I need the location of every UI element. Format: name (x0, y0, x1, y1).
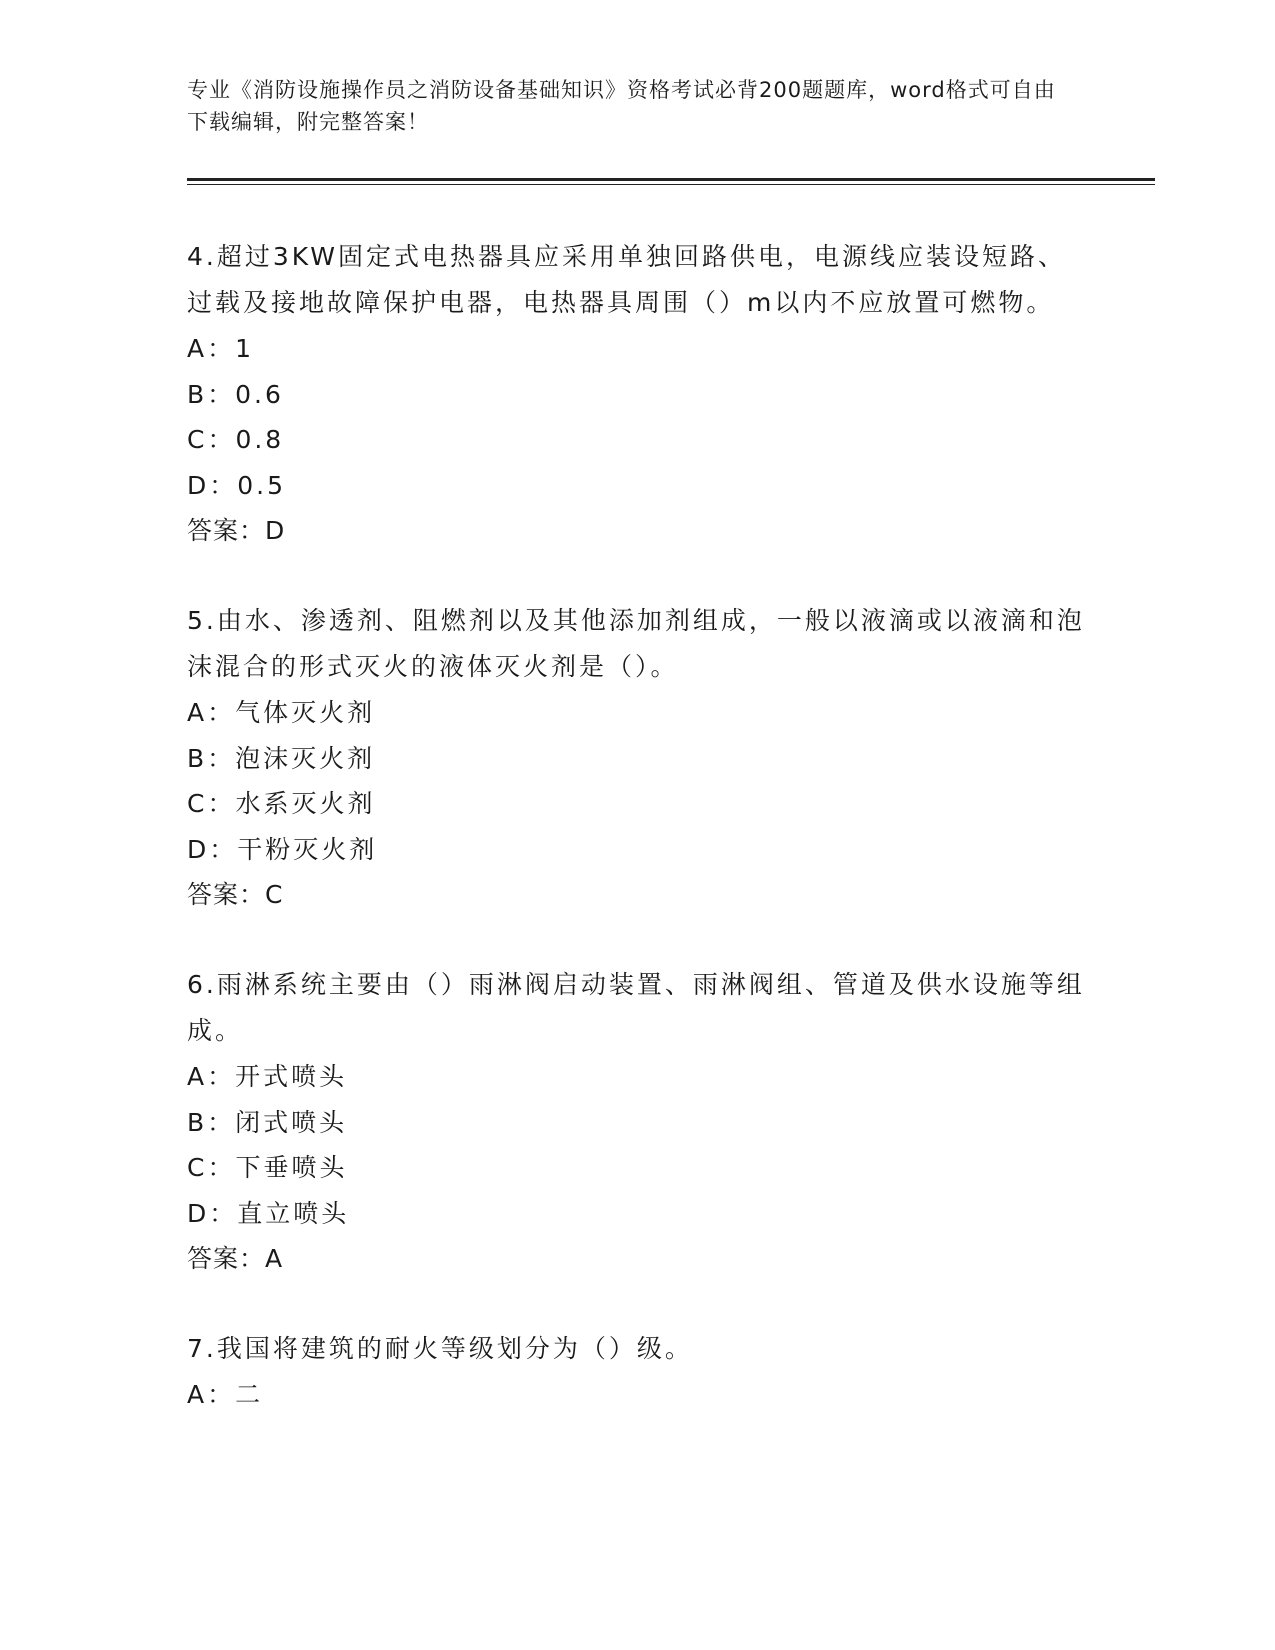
question-4 (187, 234, 1087, 554)
document-header: 专业《消防设施操作员之消防设备基础知识》资格考试必背200题题库，word格式可自由下载编辑，附完整答案！ (187, 78, 1056, 134)
header-divider-thick (187, 178, 1155, 181)
option-b: B：闭式喷头 (187, 1107, 348, 1137)
answer-line: 答案：D (187, 516, 286, 545)
option-a: A：1 (187, 334, 255, 363)
answer-line: 答案：C (187, 880, 284, 909)
option-c: C：0.8 (187, 425, 285, 454)
question-stem: 5.由水、渗透剂、阻燃剂以及其他添加剂组成，一般以液滴或以液滴和泡沫混合的形式灭火的液体灭火剂是（）。 (187, 606, 1085, 681)
option-d: D：0.5 (187, 470, 287, 500)
question-stem: 6.雨淋系统主要由（）雨淋阀启动装置、雨淋阀组、管道及供水设施等组成。 (187, 970, 1085, 1045)
option-c: C：水系灭火剂 (187, 789, 376, 818)
question-stem: 7.我国将建筑的耐火等级划分为（）级。 (187, 1334, 693, 1363)
option-d: D：干粉灭火剂 (187, 834, 378, 864)
header-divider-thin (187, 184, 1155, 185)
option-a: A：开式喷头 (187, 1062, 348, 1091)
answer-line: 答案：A (187, 1244, 284, 1273)
option-b: B：泡沫灭火剂 (187, 743, 376, 773)
question-stem: 4.超过3KW固定式电热器具应采用单独回路供电，电源线应装设短路、过载及接地故障保护电器，电热器具周围（）m以内不应放置可燃物。 (187, 242, 1066, 317)
question-5 (187, 598, 1087, 918)
option-a: A：气体灭火剂 (187, 698, 376, 727)
option-d: D：直立喷头 (187, 1198, 350, 1228)
option-b: B：0.6 (187, 379, 284, 409)
question-list (187, 234, 1087, 1462)
option-c: C：下垂喷头 (187, 1153, 348, 1182)
question-7 (187, 1326, 1087, 1418)
option-a: A：二 (187, 1380, 264, 1409)
question-6 (187, 962, 1087, 1282)
